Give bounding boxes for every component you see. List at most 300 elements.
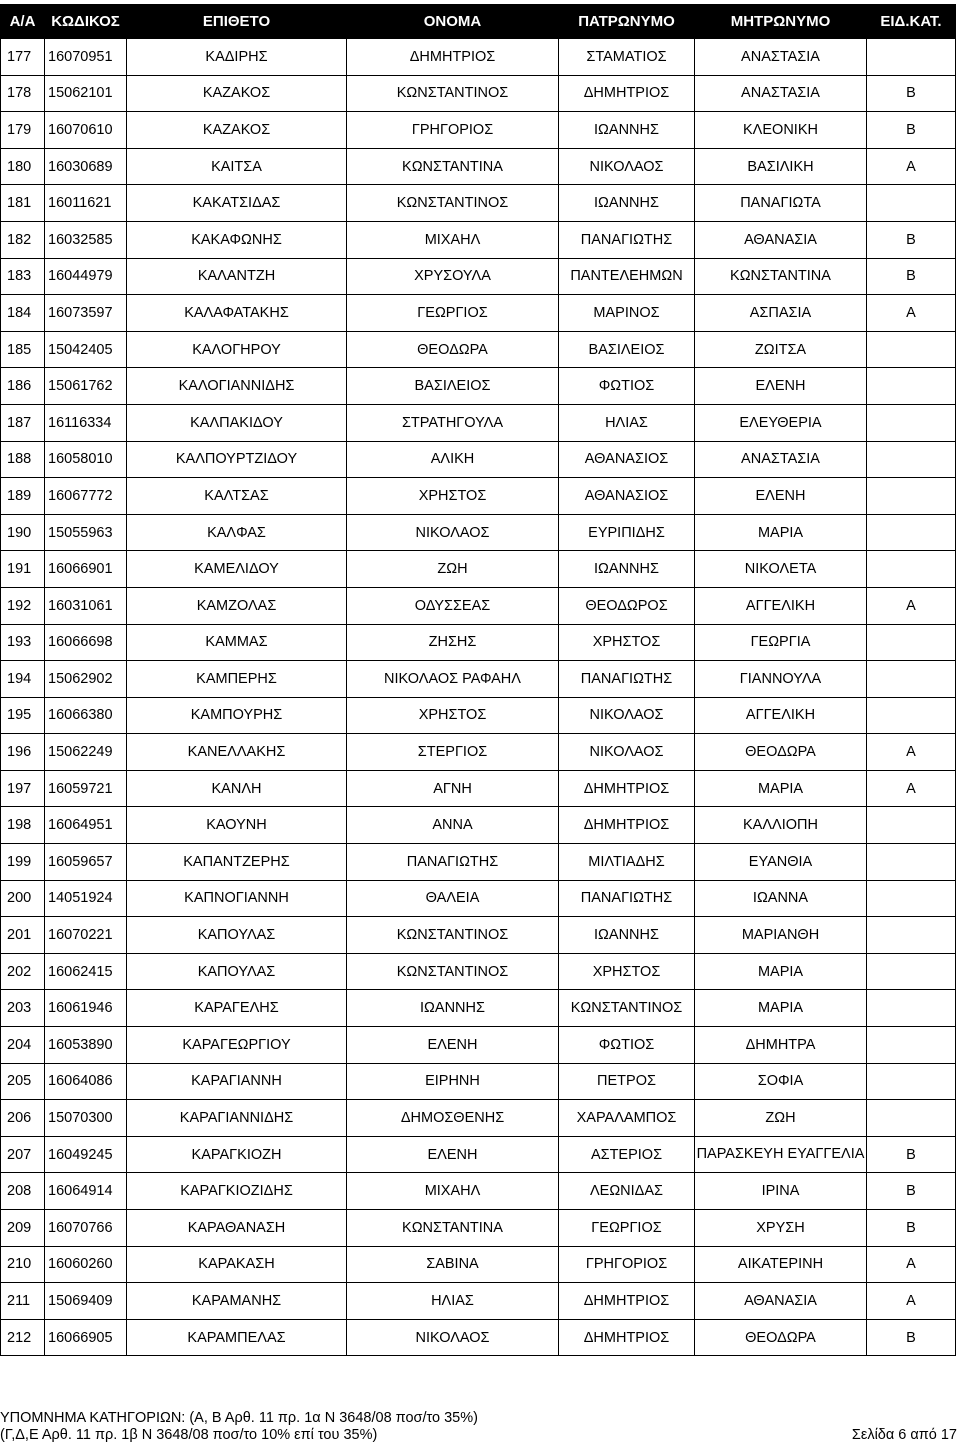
row-surname: ΚΑΛΤΣΑΣ <box>127 478 347 515</box>
row-category: Β <box>867 1319 956 1356</box>
row-name: ΠΑΝΑΓΙΩΤΗΣ <box>347 844 559 881</box>
row-surname: ΚΑΛΑΝΤΖΗ <box>127 258 347 295</box>
row-surname: ΚΑΛΟΓΙΑΝΝΙΔΗΣ <box>127 368 347 405</box>
col-header-category: ΕΙΔ.ΚΑΤ. <box>867 5 956 39</box>
row-aa: 194 <box>1 661 45 698</box>
row-category: Β <box>867 221 956 258</box>
row-father: ΘΕΟΔΩΡΟΣ <box>559 587 695 624</box>
row-father: ΠΑΝΤΕΛΕΗΜΩΝ <box>559 258 695 295</box>
row-name: ΘΕΟΔΩΡΑ <box>347 331 559 368</box>
row-name: ΣΑΒΙΝΑ <box>347 1246 559 1283</box>
row-aa: 183 <box>1 258 45 295</box>
row-name: ΧΡΗΣΤΟΣ <box>347 697 559 734</box>
row-mother: ΚΛΕΟΝΙΚΗ <box>695 112 867 149</box>
row-category <box>867 478 956 515</box>
row-name: ΓΡΗΓΟΡΙΟΣ <box>347 112 559 149</box>
row-code: 16070221 <box>45 917 127 954</box>
legend-line-1: ΥΠΟΜΝΗΜΑ ΚΑΤΗΓΟΡΙΩΝ: (Α, Β Αρθ. 11 πρ. 1α Ν 3648/08 ποσ/το 35%) <box>0 1410 478 1426</box>
row-category <box>867 1027 956 1064</box>
table-row <box>1 1319 956 1356</box>
row-aa: 208 <box>1 1173 45 1210</box>
table-row <box>1 258 956 295</box>
row-name: ΧΡΥΣΟΥΛΑ <box>347 258 559 295</box>
table-row <box>1 880 956 917</box>
row-surname: ΚΑΜΜΑΣ <box>127 624 347 661</box>
row-name: ΑΝΝΑ <box>347 807 559 844</box>
row-code: 16066380 <box>45 697 127 734</box>
table-row <box>1 368 956 405</box>
row-mother: ΖΩΙΤΣΑ <box>695 331 867 368</box>
row-category <box>867 368 956 405</box>
row-surname: ΚΑΔΙΡΗΣ <box>127 39 347 76</box>
row-father: ΑΣΤΕΡΙΟΣ <box>559 1136 695 1173</box>
row-category: Α <box>867 587 956 624</box>
row-category <box>867 807 956 844</box>
row-name: ΜΙΧΑΗΛ <box>347 1173 559 1210</box>
row-father: ΓΡΗΓΟΡΙΟΣ <box>559 1246 695 1283</box>
row-surname: ΚΑΡΑΜΠΕΛΑΣ <box>127 1319 347 1356</box>
row-code: 16062415 <box>45 953 127 990</box>
row-category <box>867 185 956 222</box>
row-surname: ΚΑΛΦΑΣ <box>127 514 347 551</box>
row-category: Α <box>867 295 956 332</box>
row-mother: ΑΙΚΑΤΕΡΙΝΗ <box>695 1246 867 1283</box>
row-category <box>867 441 956 478</box>
row-mother: ΣΟΦΙΑ <box>695 1063 867 1100</box>
row-name: ΑΓΝΗ <box>347 770 559 807</box>
row-mother: ΘΕΟΔΩΡΑ <box>695 1319 867 1356</box>
row-category <box>867 953 956 990</box>
row-mother: ΖΩΗ <box>695 1100 867 1137</box>
row-name: ΚΩΝΣΤΑΝΤΙΝΟΣ <box>347 75 559 112</box>
row-father: ΝΙΚΟΛΑΟΣ <box>559 734 695 771</box>
row-mother: ΑΘΑΝΑΣΙΑ <box>695 1283 867 1320</box>
row-category: Β <box>867 112 956 149</box>
row-name: ΘΑΛΕΙΑ <box>347 880 559 917</box>
row-mother: ΚΩΝΣΤΑΝΤΙΝΑ <box>695 258 867 295</box>
row-name: ΟΔΥΣΣΕΑΣ <box>347 587 559 624</box>
row-surname: ΚΑΖΑΚΟΣ <box>127 112 347 149</box>
row-category <box>867 551 956 588</box>
row-father: ΦΩΤΙΟΣ <box>559 368 695 405</box>
table-row <box>1 1210 956 1247</box>
row-mother: ΑΓΓΕΛΙΚΗ <box>695 587 867 624</box>
table-row <box>1 478 956 515</box>
row-father: ΛΕΩΝΙΔΑΣ <box>559 1173 695 1210</box>
row-code: 16053890 <box>45 1027 127 1064</box>
row-surname: ΚΑΠΟΥΛΑΣ <box>127 917 347 954</box>
row-aa: 206 <box>1 1100 45 1137</box>
row-father: ΙΩΑΝΝΗΣ <box>559 917 695 954</box>
row-mother: ΠΑΝΑΓΙΩΤΑ <box>695 185 867 222</box>
row-aa: 209 <box>1 1210 45 1247</box>
table-row <box>1 185 956 222</box>
col-header-aa: Α/Α <box>1 5 45 39</box>
legend-line-2: (Γ,Δ,Ε Αρθ. 11 πρ. 1β Ν 3648/08 ποσ/το 10% επί του 35%) <box>0 1427 378 1443</box>
table-row <box>1 1100 956 1137</box>
row-name: ΕΛΕΝΗ <box>347 1027 559 1064</box>
row-category <box>867 844 956 881</box>
row-name: ΚΩΝΣΤΑΝΤΙΝΟΣ <box>347 185 559 222</box>
row-aa: 191 <box>1 551 45 588</box>
row-surname: ΚΑΡΑΜΑΝΗΣ <box>127 1283 347 1320</box>
row-aa: 189 <box>1 478 45 515</box>
row-category: Α <box>867 734 956 771</box>
row-mother: ΜΑΡΙΑ <box>695 770 867 807</box>
row-father: ΒΑΣΙΛΕΙΟΣ <box>559 331 695 368</box>
row-aa: 210 <box>1 1246 45 1283</box>
row-name: ΚΩΝΣΤΑΝΤΙΝΟΣ <box>347 917 559 954</box>
col-header-father: ΠΑΤΡΩΝΥΜΟ <box>559 5 695 39</box>
row-mother: ΑΝΑΣΤΑΣΙΑ <box>695 75 867 112</box>
row-mother: ΓΙΑΝΝΟΥΛΑ <box>695 661 867 698</box>
row-category: Β <box>867 1210 956 1247</box>
row-category: Β <box>867 1173 956 1210</box>
row-aa: 211 <box>1 1283 45 1320</box>
row-aa: 177 <box>1 39 45 76</box>
row-mother: ΒΑΣΙΛΙΚΗ <box>695 148 867 185</box>
row-category: Β <box>867 1136 956 1173</box>
row-name: ΝΙΚΟΛΑΟΣ <box>347 1319 559 1356</box>
row-code: 16064914 <box>45 1173 127 1210</box>
row-aa: 196 <box>1 734 45 771</box>
row-father: ΠΑΝΑΓΙΩΤΗΣ <box>559 880 695 917</box>
row-code: 16060260 <box>45 1246 127 1283</box>
row-surname: ΚΑΝΕΛΛΑΚΗΣ <box>127 734 347 771</box>
row-mother: ΜΑΡΙΑ <box>695 990 867 1027</box>
table-row <box>1 624 956 661</box>
row-code: 16066905 <box>45 1319 127 1356</box>
table-row <box>1 404 956 441</box>
table-row <box>1 697 956 734</box>
row-surname: ΚΑΚΑΦΩΝΗΣ <box>127 221 347 258</box>
row-father: ΝΙΚΟΛΑΟΣ <box>559 697 695 734</box>
row-aa: 180 <box>1 148 45 185</box>
table-row <box>1 661 956 698</box>
row-name: ΑΛΙΚΗ <box>347 441 559 478</box>
row-category <box>867 917 956 954</box>
row-name: ΕΙΡΗΝΗ <box>347 1063 559 1100</box>
row-surname: ΚΑΜΕΛΙΔΟΥ <box>127 551 347 588</box>
row-code: 16070951 <box>45 39 127 76</box>
row-aa: 199 <box>1 844 45 881</box>
row-aa: 187 <box>1 404 45 441</box>
row-mother: ΕΛΕΝΗ <box>695 478 867 515</box>
row-father: ΠΑΝΑΓΙΩΤΗΣ <box>559 221 695 258</box>
row-aa: 186 <box>1 368 45 405</box>
row-category <box>867 697 956 734</box>
table-row <box>1 1246 956 1283</box>
row-aa: 193 <box>1 624 45 661</box>
row-code: 16058010 <box>45 441 127 478</box>
row-aa: 179 <box>1 112 45 149</box>
row-category <box>867 514 956 551</box>
table-row <box>1 807 956 844</box>
table-row <box>1 148 956 185</box>
row-surname: ΚΑΡΑΓΕΩΡΓΙΟΥ <box>127 1027 347 1064</box>
row-code: 16044979 <box>45 258 127 295</box>
row-name: ΗΛΙΑΣ <box>347 1283 559 1320</box>
row-mother: ΜΑΡΙΑΝΘΗ <box>695 917 867 954</box>
row-father: ΠΕΤΡΟΣ <box>559 1063 695 1100</box>
row-father: ΣΤΑΜΑΤΙΟΣ <box>559 39 695 76</box>
row-code: 16049245 <box>45 1136 127 1173</box>
row-category <box>867 404 956 441</box>
row-category <box>867 661 956 698</box>
row-surname: ΚΑΡΑΓΚΙΟΖΙΔΗΣ <box>127 1173 347 1210</box>
row-category <box>867 880 956 917</box>
row-name: ΙΩΑΝΝΗΣ <box>347 990 559 1027</box>
row-surname: ΚΑΡΑΓΙΑΝΝΗ <box>127 1063 347 1100</box>
row-aa: 190 <box>1 514 45 551</box>
row-surname: ΚΑΠΝΟΓΙΑΝΝΗ <box>127 880 347 917</box>
row-code: 15062101 <box>45 75 127 112</box>
row-code: 15062249 <box>45 734 127 771</box>
table-row <box>1 331 956 368</box>
row-category <box>867 331 956 368</box>
table-row <box>1 1283 956 1320</box>
row-surname: ΚΑΙΤΣΑ <box>127 148 347 185</box>
row-father: ΙΩΑΝΝΗΣ <box>559 112 695 149</box>
row-code: 16064951 <box>45 807 127 844</box>
row-surname: ΚΑΜΖΟΛΑΣ <box>127 587 347 624</box>
table-row <box>1 1027 956 1064</box>
row-name: ΚΩΝΣΤΑΝΤΙΝΟΣ <box>347 953 559 990</box>
row-mother: ΜΑΡΙΑ <box>695 953 867 990</box>
row-code: 15042405 <box>45 331 127 368</box>
row-category: Α <box>867 770 956 807</box>
row-name: ΓΕΩΡΓΙΟΣ <box>347 295 559 332</box>
row-surname: ΚΑΟΥΝΗ <box>127 807 347 844</box>
row-name: ΒΑΣΙΛΕΙΟΣ <box>347 368 559 405</box>
row-mother: ΝΙΚΟΛΕΤΑ <box>695 551 867 588</box>
row-mother: ΕΛΕΝΗ <box>695 368 867 405</box>
row-category: Β <box>867 258 956 295</box>
row-surname: ΚΑΡΑΘΑΝΑΣΗ <box>127 1210 347 1247</box>
row-surname: ΚΑΡΑΓΕΛΗΣ <box>127 990 347 1027</box>
row-name: ΝΙΚΟΛΑΟΣ <box>347 514 559 551</box>
table-row <box>1 551 956 588</box>
row-code: 16031061 <box>45 587 127 624</box>
row-name: ΖΩΗ <box>347 551 559 588</box>
row-category: Α <box>867 148 956 185</box>
row-name: ΔΗΜΟΣΘΕΝΗΣ <box>347 1100 559 1137</box>
row-father: ΦΩΤΙΟΣ <box>559 1027 695 1064</box>
row-aa: 195 <box>1 697 45 734</box>
page-number: Σελίδα 6 από 17 <box>851 1427 957 1443</box>
row-code: 16059657 <box>45 844 127 881</box>
row-aa: 212 <box>1 1319 45 1356</box>
row-aa: 207 <box>1 1136 45 1173</box>
table-row <box>1 990 956 1027</box>
table-row <box>1 441 956 478</box>
row-category <box>867 990 956 1027</box>
row-code: 16030689 <box>45 148 127 185</box>
row-mother: ΘΕΟΔΩΡΑ <box>695 734 867 771</box>
row-surname: ΚΑΠΟΥΛΑΣ <box>127 953 347 990</box>
row-code: 15070300 <box>45 1100 127 1137</box>
row-code: 16070766 <box>45 1210 127 1247</box>
row-code: 15069409 <box>45 1283 127 1320</box>
row-category: Α <box>867 1283 956 1320</box>
row-code: 16061946 <box>45 990 127 1027</box>
row-name: ΜΙΧΑΗΛ <box>347 221 559 258</box>
row-name: ΝΙΚΟΛΑΟΣ ΡΑΦΑΗΛ <box>347 661 559 698</box>
col-header-name: ΟΝΟΜΑ <box>347 5 559 39</box>
table-row <box>1 221 956 258</box>
row-category: Α <box>867 1246 956 1283</box>
row-code: 16059721 <box>45 770 127 807</box>
row-category <box>867 624 956 661</box>
row-father: ΧΡΗΣΤΟΣ <box>559 624 695 661</box>
row-mother: ΑΝΑΣΤΑΣΙΑ <box>695 441 867 478</box>
row-code: 16011621 <box>45 185 127 222</box>
row-code: 16064086 <box>45 1063 127 1100</box>
row-father: ΗΛΙΑΣ <box>559 404 695 441</box>
table-row <box>1 844 956 881</box>
row-code: 16066698 <box>45 624 127 661</box>
row-mother: ΑΓΓΕΛΙΚΗ <box>695 697 867 734</box>
row-aa: 201 <box>1 917 45 954</box>
row-father: ΜΑΡΙΝΟΣ <box>559 295 695 332</box>
row-surname: ΚΑΚΑΤΣΙΔΑΣ <box>127 185 347 222</box>
row-code: 15061762 <box>45 368 127 405</box>
row-father: ΜΙΛΤΙΑΔΗΣ <box>559 844 695 881</box>
row-aa: 202 <box>1 953 45 990</box>
col-header-surname: ΕΠΙΘΕΤΟ <box>127 5 347 39</box>
row-category <box>867 39 956 76</box>
row-mother: ΑΘΑΝΑΣΙΑ <box>695 221 867 258</box>
table-row <box>1 295 956 332</box>
row-name: ΔΗΜΗΤΡΙΟΣ <box>347 39 559 76</box>
table-row <box>1 587 956 624</box>
row-code: 16116334 <box>45 404 127 441</box>
table-row <box>1 1063 956 1100</box>
row-surname: ΚΑΠΑΝΤΖΕΡΗΣ <box>127 844 347 881</box>
row-surname: ΚΑΜΠΕΡΗΣ <box>127 661 347 698</box>
row-aa: 181 <box>1 185 45 222</box>
row-father: ΧΡΗΣΤΟΣ <box>559 953 695 990</box>
row-father: ΝΙΚΟΛΑΟΣ <box>559 148 695 185</box>
row-aa: 204 <box>1 1027 45 1064</box>
row-father: ΙΩΑΝΝΗΣ <box>559 185 695 222</box>
row-surname: ΚΑΛΠΟΥΡΤΖΙΔΟΥ <box>127 441 347 478</box>
candidates-table <box>0 4 956 1356</box>
row-father: ΚΩΝΣΤΑΝΤΙΝΟΣ <box>559 990 695 1027</box>
row-father: ΙΩΑΝΝΗΣ <box>559 551 695 588</box>
row-category: Β <box>867 75 956 112</box>
row-mother: ΓΕΩΡΓΙΑ <box>695 624 867 661</box>
table-row <box>1 953 956 990</box>
row-surname: ΚΑΛΟΓΗΡΟΥ <box>127 331 347 368</box>
row-mother: ΑΝΑΣΤΑΣΙΑ <box>695 39 867 76</box>
row-aa: 185 <box>1 331 45 368</box>
row-aa: 200 <box>1 880 45 917</box>
row-mother: ΚΑΛΛΙΟΠΗ <box>695 807 867 844</box>
row-father: ΓΕΩΡΓΙΟΣ <box>559 1210 695 1247</box>
row-surname: ΚΑΡΑΚΑΣΗ <box>127 1246 347 1283</box>
table-row <box>1 514 956 551</box>
row-aa: 205 <box>1 1063 45 1100</box>
row-aa: 198 <box>1 807 45 844</box>
row-father: ΔΗΜΗΤΡΙΟΣ <box>559 1283 695 1320</box>
row-aa: 184 <box>1 295 45 332</box>
row-mother: ΕΥΑΝΘΙΑ <box>695 844 867 881</box>
table-row <box>1 734 956 771</box>
row-surname: ΚΑΡΑΓΚΙΟΖΗ <box>127 1136 347 1173</box>
row-category <box>867 1063 956 1100</box>
col-header-code: ΚΩΔΙΚΟΣ <box>45 5 127 39</box>
row-father: ΔΗΜΗΤΡΙΟΣ <box>559 1319 695 1356</box>
row-name: ΣΤΕΡΓΙΟΣ <box>347 734 559 771</box>
row-surname: ΚΑΝΛΗ <box>127 770 347 807</box>
row-aa: 188 <box>1 441 45 478</box>
row-mother: ΔΗΜΗΤΡΑ <box>695 1027 867 1064</box>
table-row <box>1 112 956 149</box>
row-father: ΧΑΡΑΛΑΜΠΟΣ <box>559 1100 695 1137</box>
row-aa: 192 <box>1 587 45 624</box>
col-header-mother: ΜΗΤΡΩΝΥΜΟ <box>695 5 867 39</box>
row-father: ΔΗΜΗΤΡΙΟΣ <box>559 75 695 112</box>
row-mother: ΜΑΡΙΑ <box>695 514 867 551</box>
row-mother: ΧΡΥΣΗ <box>695 1210 867 1247</box>
row-name: ΣΤΡΑΤΗΓΟΥΛΑ <box>347 404 559 441</box>
row-mother: ΑΣΠΑΣΙΑ <box>695 295 867 332</box>
row-mother: ΙΡΙΝΑ <box>695 1173 867 1210</box>
row-surname: ΚΑΛΠΑΚΙΔΟΥ <box>127 404 347 441</box>
row-name: ΚΩΝΣΤΑΝΤΙΝΑ <box>347 148 559 185</box>
row-mother: ΕΛΕΥΘΕΡΙΑ <box>695 404 867 441</box>
row-code: 16032585 <box>45 221 127 258</box>
row-surname: ΚΑΖΑΚΟΣ <box>127 75 347 112</box>
row-code: 16066901 <box>45 551 127 588</box>
row-surname: ΚΑΛΑΦΑΤΑΚΗΣ <box>127 295 347 332</box>
row-name: ΖΗΣΗΣ <box>347 624 559 661</box>
row-mother: ΠΑΡΑΣΚΕΥΗ ΕΥΑΓΓΕΛΙΑ <box>695 1136 867 1173</box>
row-aa: 197 <box>1 770 45 807</box>
row-aa: 178 <box>1 75 45 112</box>
table-row <box>1 39 956 76</box>
table-row <box>1 1136 956 1173</box>
row-father: ΑΘΑΝΑΣΙΟΣ <box>559 478 695 515</box>
row-name: ΧΡΗΣΤΟΣ <box>347 478 559 515</box>
table-row <box>1 1173 956 1210</box>
table-row <box>1 75 956 112</box>
row-code: 14051924 <box>45 880 127 917</box>
row-surname: ΚΑΡΑΓΙΑΝΝΙΔΗΣ <box>127 1100 347 1137</box>
row-mother: ΙΩΑΝΝΑ <box>695 880 867 917</box>
row-code: 15062902 <box>45 661 127 698</box>
row-code: 15055963 <box>45 514 127 551</box>
row-father: ΔΗΜΗΤΡΙΟΣ <box>559 770 695 807</box>
row-father: ΔΗΜΗΤΡΙΟΣ <box>559 807 695 844</box>
row-father: ΕΥΡΙΠΙΔΗΣ <box>559 514 695 551</box>
row-aa: 182 <box>1 221 45 258</box>
row-code: 16070610 <box>45 112 127 149</box>
row-code: 16067772 <box>45 478 127 515</box>
table-header-row <box>1 5 956 39</box>
row-aa: 203 <box>1 990 45 1027</box>
table-row <box>1 770 956 807</box>
row-code: 16073597 <box>45 295 127 332</box>
row-surname: ΚΑΜΠΟΥΡΗΣ <box>127 697 347 734</box>
row-father: ΑΘΑΝΑΣΙΟΣ <box>559 441 695 478</box>
row-father: ΠΑΝΑΓΙΩΤΗΣ <box>559 661 695 698</box>
row-category <box>867 1100 956 1137</box>
table-row <box>1 917 956 954</box>
row-name: ΚΩΝΣΤΑΝΤΙΝΑ <box>347 1210 559 1247</box>
row-name: ΕΛΕΝΗ <box>347 1136 559 1173</box>
